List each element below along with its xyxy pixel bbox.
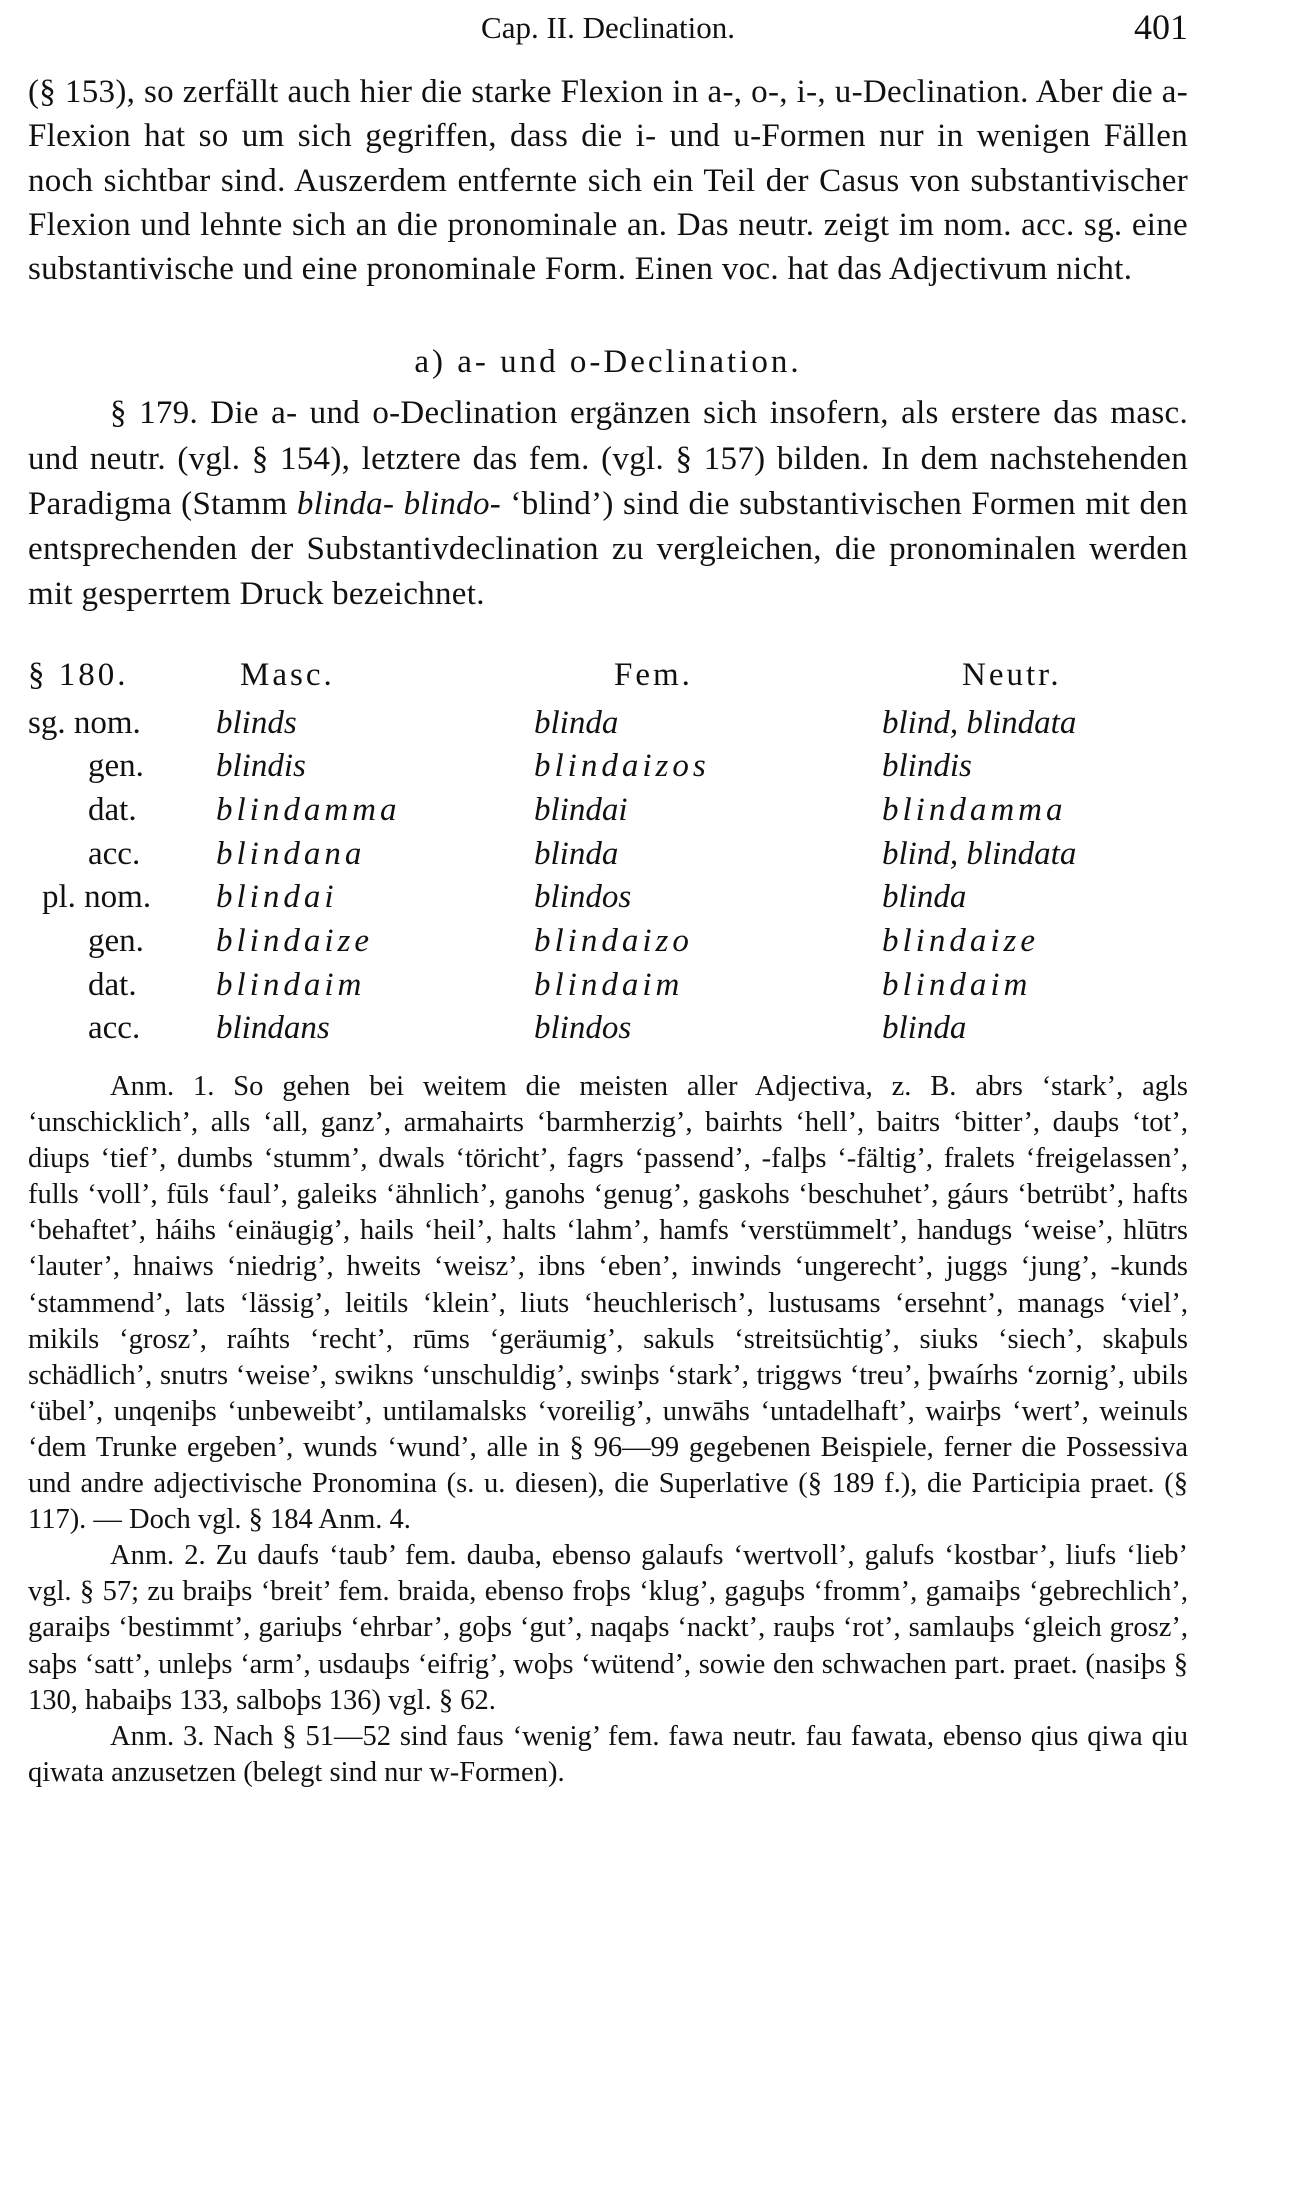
masc-form: blindana (216, 835, 366, 872)
case-label: dat. (88, 791, 137, 828)
neutr-form: blind, blindata (882, 835, 1077, 872)
case-label: acc. (88, 1010, 141, 1047)
paradigm-table (28, 648, 1188, 1052)
fem-form: blindai (534, 791, 628, 828)
page-number: 401 (1134, 7, 1188, 47)
fem-form: blinda (534, 704, 619, 741)
table-row (28, 876, 1188, 920)
case-label: dat. (88, 966, 137, 1003)
case-label: gen. (88, 748, 144, 785)
case-label: pl. nom. (42, 879, 152, 916)
masc-form: blinds (216, 704, 297, 741)
table-row (28, 702, 1188, 746)
running-title: Cap. II. Declination. (481, 10, 735, 45)
fem-form: blinda (534, 835, 619, 872)
section-heading: a) a- und o-Declination. (414, 344, 802, 381)
neutr-form: blinda (882, 1010, 967, 1047)
table-row (28, 789, 1188, 833)
running-header (28, 0, 1188, 70)
neutr-form: blinda (882, 879, 967, 916)
case-label: acc. (88, 835, 141, 872)
neutr-form: blindamma (882, 791, 1067, 828)
neutr-form: blindaim (882, 966, 1032, 1003)
paradigm-header-fem: Fem. (614, 656, 693, 693)
note-anm-3: Anm. 3. Nach § 51—52 sind faus ‘wenig’ fem. fawa neutr. fau fawata, ebenso qius qiwa qiu qiwata anzusetzen (belegt sind nur w-Formen). (28, 1720, 1188, 1788)
paragraph-179-text-b: ‘blind’) sind die substantivischen Formen mit den entsprechenden der Substantivdeclination zu vergleichen, die pronominalen werden mit gesperrtem Druck bezeichnet. (28, 485, 1189, 613)
notes (28, 1069, 1188, 1791)
paradigm-header-row (28, 648, 1188, 702)
fem-form: blindos (534, 879, 632, 916)
case-label: gen. (88, 922, 144, 959)
neutr-form: blind, blindata (882, 704, 1077, 741)
masc-form: blindans (216, 1010, 330, 1047)
masc-form: blindamma (216, 791, 401, 828)
table-row (28, 920, 1188, 964)
page (28, 0, 1188, 1791)
note-anm-2: Anm. 2. Zu daufs ‘taub’ fem. dauba, ebenso galaufs ‘wertvoll’, galufs ‘kostbar’, liufs ‘lieb’ vgl. § 57; zu braiþs ‘breit’ fem. braida, ebenso froþs ‘klug’, gaguþs ‘fromm’, gamaiþs ‘gebrechlich’, garaiþs ‘bestimmt’, gariuþs ‘ehrbar’, goþs ‘gut’, naqaþs ‘nackt’, rauþs ‘rot’, samlauþs ‘gleich grosz’, saþs ‘satt’, unleþs ‘arm’, usdauþs ‘eifrig’, woþs ‘wütend’, sowie den schwachen part. praet. (nasiþs § 130, habaiþs 133, salboþs 136) vgl. § 62. (28, 1540, 1188, 1716)
neutr-form: blindis (882, 748, 972, 785)
paradigm-header-neutr: Neutr. (962, 656, 1062, 693)
paradigm-header-masc: Masc. (240, 656, 335, 693)
paragraph-179-text-a: § 179. Die a- und o-Declination ergänzen sich insofern, als erstere das masc. und neutr. (vgl. § 154), letztere das fem. (vgl. § 157) bilden. In dem nachstehenden Paradigma (Stamm (28, 395, 1188, 522)
masc-form: blindai (216, 879, 338, 916)
masc-form: blindis (216, 748, 306, 785)
table-row (28, 745, 1188, 789)
case-label: sg. nom. (28, 704, 141, 741)
fem-form: blindaim (534, 966, 684, 1003)
table-row (28, 833, 1188, 877)
paragraph-179-stems: blinda- blindo- (296, 485, 502, 522)
table-row (28, 1007, 1188, 1051)
fem-form: blindos (534, 1010, 632, 1047)
masc-form: blindaize (216, 922, 373, 959)
neutr-form: blindaize (882, 922, 1039, 959)
intro-paragraph: (§ 153), so zerfällt auch hier die starke Flexion in a-, o-, i-, u-Declination. Aber die a-Flexion hat so um sich gegriffen, dass die i- und u-Formen nur in wenigen Fällen noch sichtbar sind. Auszerdem entfernte sich ein Teil der Casus von substantivischer Flexion und lehnte sich an die pronominale an. Das neutr. zeigt im nom. acc. sg. eine substantivische und eine pronominale Form. Einen voc. hat das Adjectivum nicht. (28, 74, 1188, 288)
note-anm-1: Anm. 1. So gehen bei weitem die meisten aller Adjectiva, z. B. abrs ‘stark’, agls ‘unschicklich’, alls ‘all, ganz’, armahairts ‘barmherzig’, bairhts ‘hell’, baitrs ‘bitter’, dauþs ‘tot’, diups ‘tief’, dumbs ‘stumm’, dwals ‘töricht’, fagrs ‘passend’, -falþs ‘-fältig’, fralets ‘freigelassen’, fulls ‘voll’, fūls ‘faul’, galeiks ‘ähnlich’, ganohs ‘genug’, gaskohs ‘beschuhet’, gáurs ‘betrübt’, hafts ‘behaftet’, háihs ‘einäugig’, hails ‘heil’, halts ‘lahm’, hamfs ‘verstümmelt’, handugs ‘weise’, hlūtrs ‘lauter’, hnaiws ‘niedrig’, hweits ‘weisz’, ibns ‘eben’, inwinds ‘ungerecht’, juggs ‘jung’, -kunds ‘stammend’, lats ‘lässig’, leitils ‘klein’, liuts ‘heuchlerisch’, lustusams ‘ersehnt’, manags ‘viel’, mikils ‘grosz’, raíhts ‘recht’, rūms ‘geräumig’, sakuls ‘streitsüchtig’, siuks ‘siech’, skaþuls schädlich’, snutrs ‘weise’, swikns ‘unschuldig’, swinþs ‘stark’, triggws ‘treu’, þwaírhs ‘zornig’, ubils ‘übel’, unqeniþs ‘unbeweibt’, untilamalsks ‘voreilig’, unwāhs ‘untadelhaft’, wairþs ‘wert’, weinuls ‘dem Trunke ergeben’, wunds ‘wund’, alle in § 96—99 gegebenen Beispiele, ferner die Possessiva und andre adjectivische Pronomina (s. u. diesen), die Superlative (§ 189 f.), die Participia praet. (§ 117). — Doch vgl. § 184 Anm. 4. (28, 1071, 1188, 1536)
fem-form: blindaizo (534, 922, 693, 959)
masc-form: blindaim (216, 966, 366, 1003)
table-row (28, 964, 1188, 1008)
fem-form: blindaizos (534, 748, 710, 785)
paragraph-179 (28, 391, 1188, 617)
paradigm-section-label: § 180. (28, 656, 129, 693)
